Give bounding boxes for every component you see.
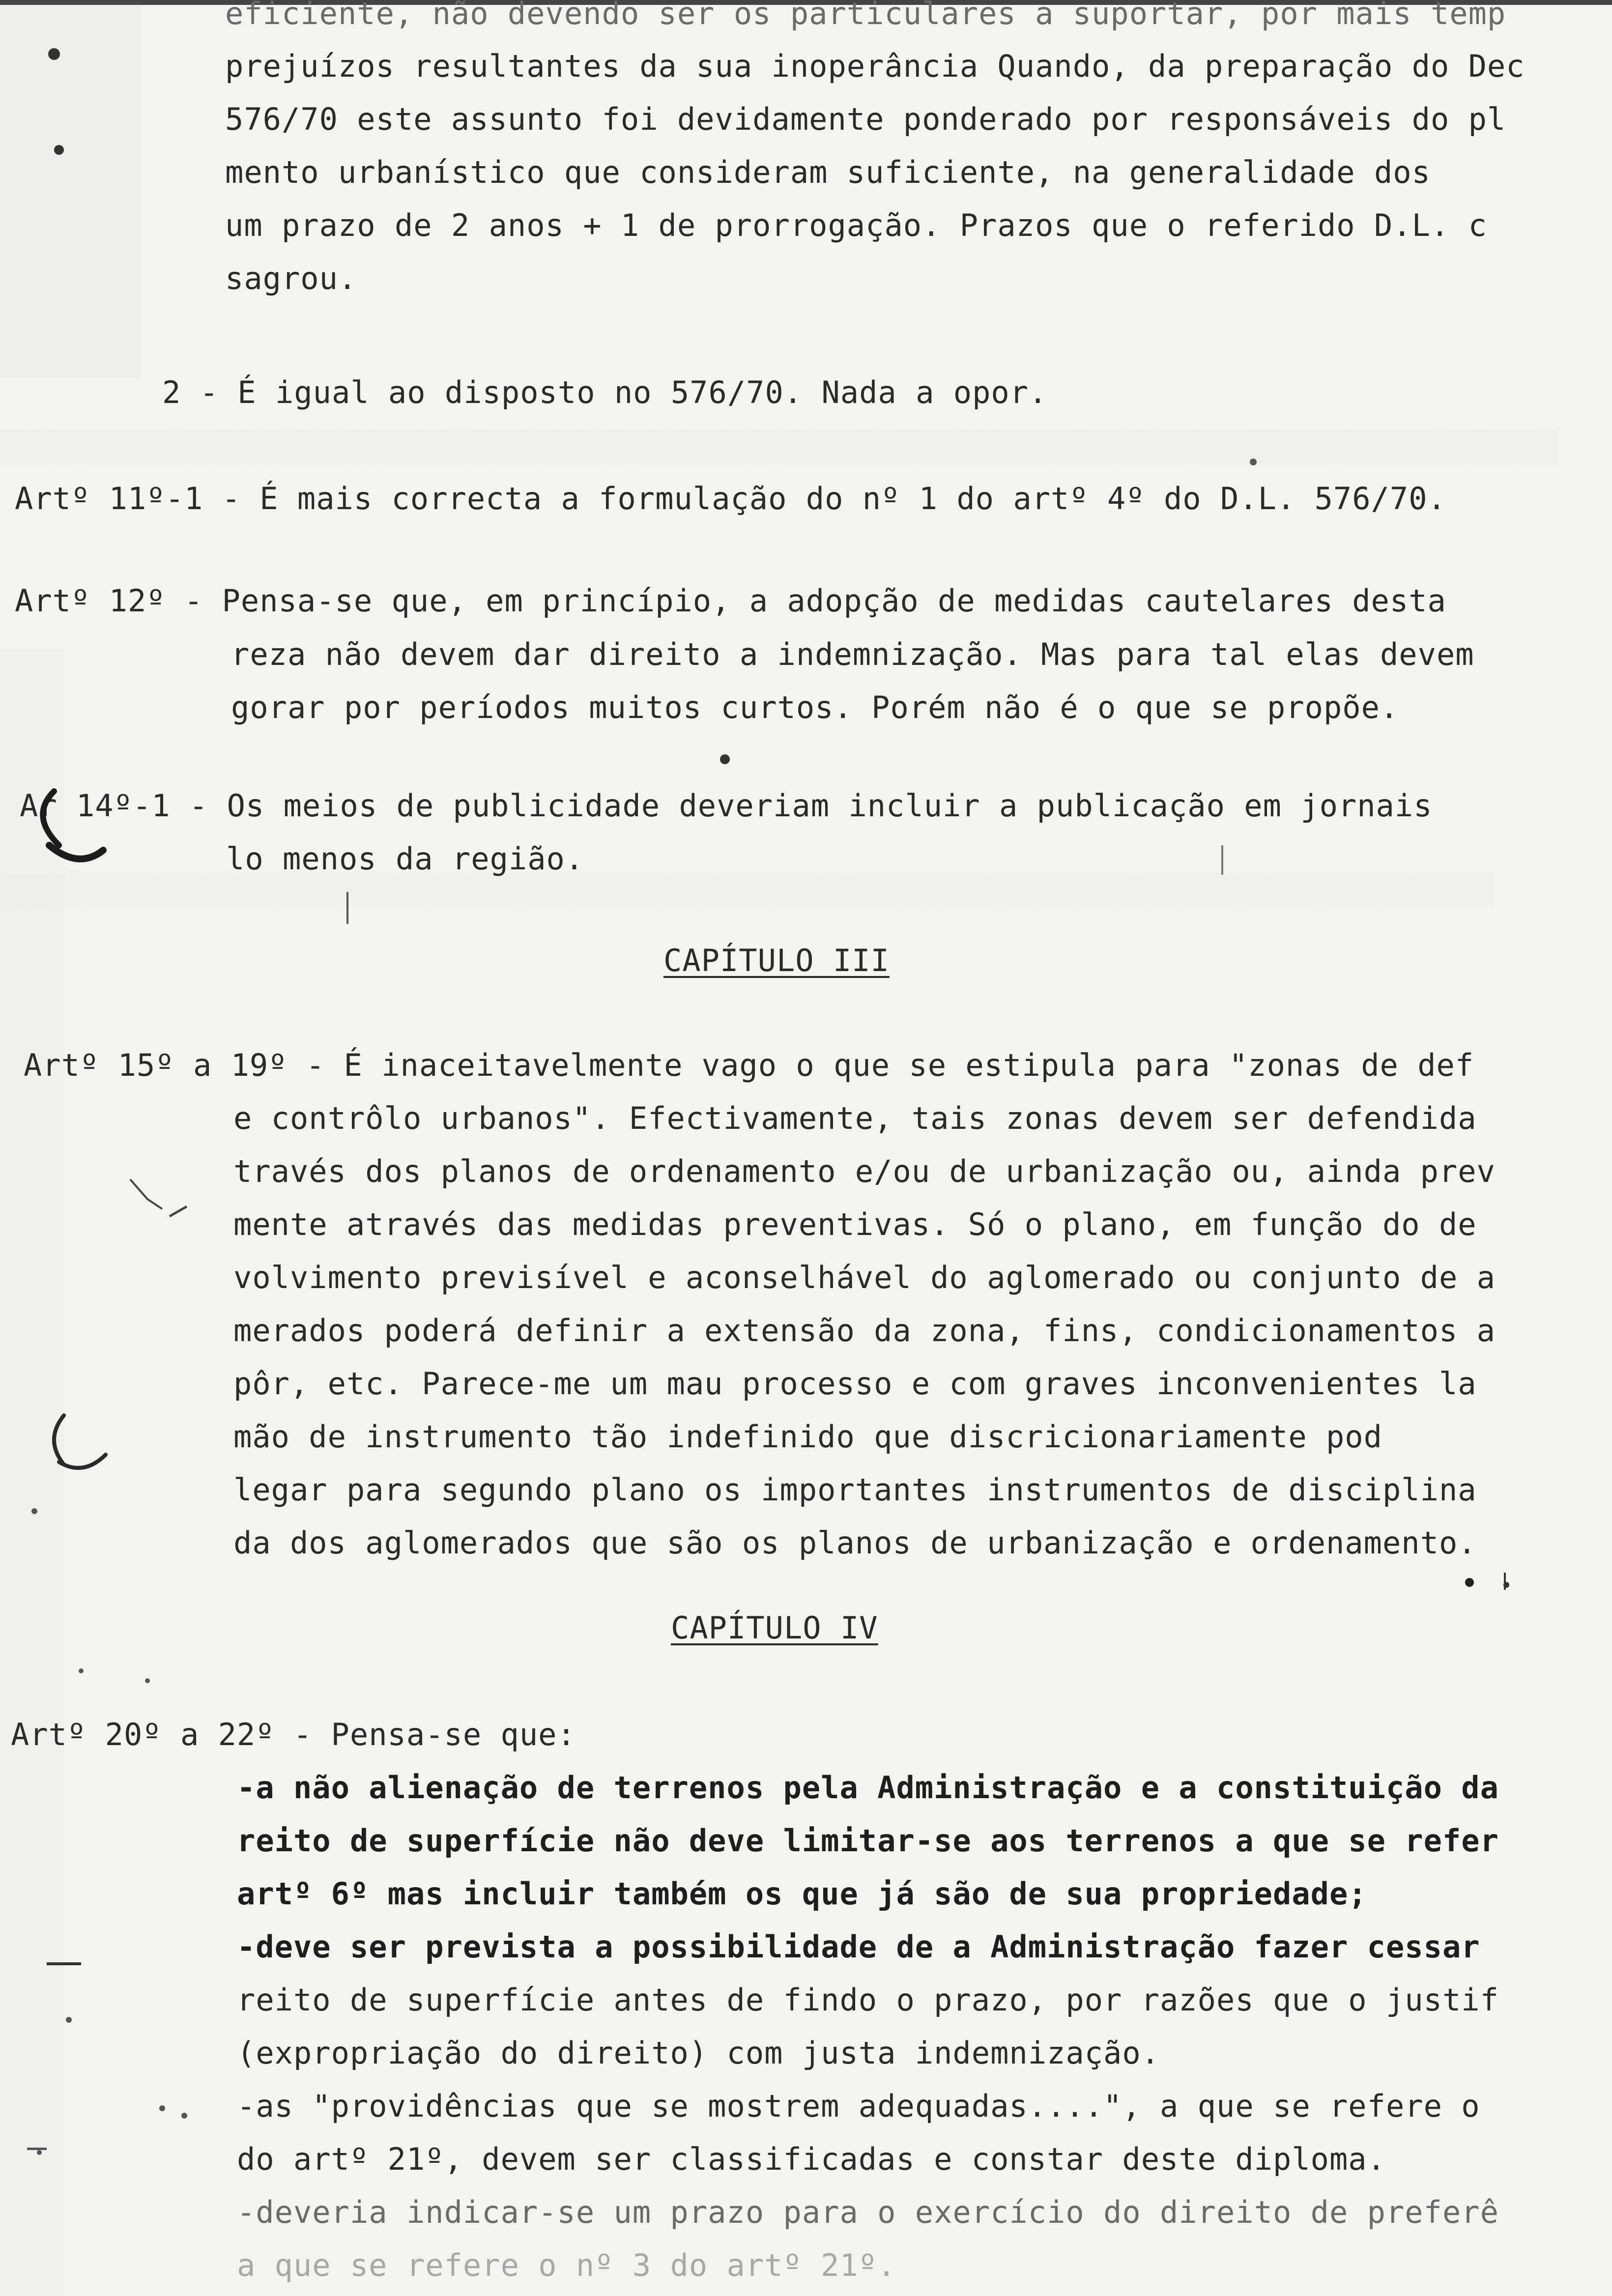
articles-15-19-line-8: mão de instrumento tão indefinido que discricionariamente pod <box>233 1419 1382 1455</box>
articles-20-22-line-7: (expropriação do direito) com justa indemnização. <box>237 2035 1160 2071</box>
text-line-1: eficiente, não devendo ser os particulares a suportar, por mais temp <box>225 0 1506 31</box>
article-12-line-2: reza não devem dar direito a indemnização. Mas para tal elas devem <box>231 636 1474 672</box>
articles-20-22-line-3: reito de superfície não deve limitar-se aos terrenos a que se refer <box>237 1823 1499 1859</box>
text-line-6: sagrou. <box>225 260 357 296</box>
articles-15-19-line-5: volvimento previsível e aconselhável do aglomerado ou conjunto de a <box>233 1260 1496 1295</box>
articles-20-22-line-10: -deveria indicar-se um prazo para o exercício do direito de preferê <box>237 2194 1499 2230</box>
articles-20-22: Artº 20º a 22º - Pensa-se que: <box>11 1717 576 1752</box>
chapter-iv-heading: CAPÍTULO IV <box>671 1610 878 1646</box>
articles-20-22-line-4: artº 6º mas incluir também os que já são de sua propriedade; <box>237 1876 1367 1912</box>
article-14-line-2: lo menos da região. <box>226 841 584 877</box>
articles-20-22-line-6: reito de superfície antes de findo o prazo, por razões que o justif <box>237 1982 1499 2018</box>
article-12-line-3: gorar por períodos muitos curtos. Porém não é o que se propõe. <box>231 689 1399 725</box>
articles-15-19-line-10: da dos aglomerados que são os planos de urbanização e ordenamento. <box>233 1525 1477 1561</box>
text-line-2: prejuízos resultantes da sua inoperância Quando, da preparação do Dec <box>225 48 1525 84</box>
articles-15-19-line-4: mente através das medidas preventivas. Só o plano, em função do de <box>233 1206 1477 1242</box>
articles-15-19-line-6: merados poderá definir a extensão da zona, fins, condicionamentos a <box>233 1313 1496 1349</box>
articles-15-19-line-2: e contrôlo urbanos". Efectivamente, tais zonas devem ser defendida <box>233 1100 1477 1136</box>
articles-20-22-line-8: -as "providências que se mostrem adequadas....", a que se refere o <box>237 2088 1480 2124</box>
text-item-2: 2 - É igual ao disposto no 576/70. Nada a opor. <box>162 374 1048 410</box>
articles-15-19-line-9: legar para segundo plano os importantes instrumentos de disciplina <box>233 1472 1477 1508</box>
articles-15-19-line-7: pôr, etc. Parece-me um mau processo e com graves inconvenientes la <box>233 1366 1477 1402</box>
articles-15-19-line-3: través dos planos de ordenamento e/ou de urbanização ou, ainda prev <box>233 1153 1496 1189</box>
articles-15-19: Artº 15º a 19º - É inaceitavelmente vago o que se estipula para "zonas de def <box>24 1047 1474 1083</box>
text-line-5: um prazo de 2 anos + 1 de prorrogação. Prazos que o referido D.L. c <box>225 207 1487 243</box>
chapter-iii-heading: CAPÍTULO III <box>663 943 890 978</box>
article-11: Artº 11º-1 - É mais correcta a formulação do nº 1 do artº 4º do D.L. 576/70. <box>15 481 1446 517</box>
articles-20-22-line-9: do artº 21º, devem ser classificadas e constar deste diploma. <box>237 2141 1386 2177</box>
article-12: Artº 12º - Pensa-se que, em princípio, a adopção de medidas cautelares desta <box>15 583 1446 619</box>
articles-20-22-line-11: a que se refere o nº 3 do artº 21º. <box>237 2247 896 2283</box>
text-line-4: mento urbanístico que consideram suficiente, na generalidade dos <box>225 154 1431 190</box>
article-14: Ar 14º-1 - Os meios de publicidade deveriam incluir a publicação em jornais <box>20 788 1433 824</box>
text-line-3: 576/70 este assunto foi devidamente ponderado por responsáveis do pl <box>225 101 1506 137</box>
articles-20-22-line-2: -a não alienação de terrenos pela Administração e a constituição da <box>237 1770 1499 1806</box>
articles-20-22-line-5: -deve ser prevista a possibilidade de a Administração fazer cessar <box>237 1929 1480 1965</box>
